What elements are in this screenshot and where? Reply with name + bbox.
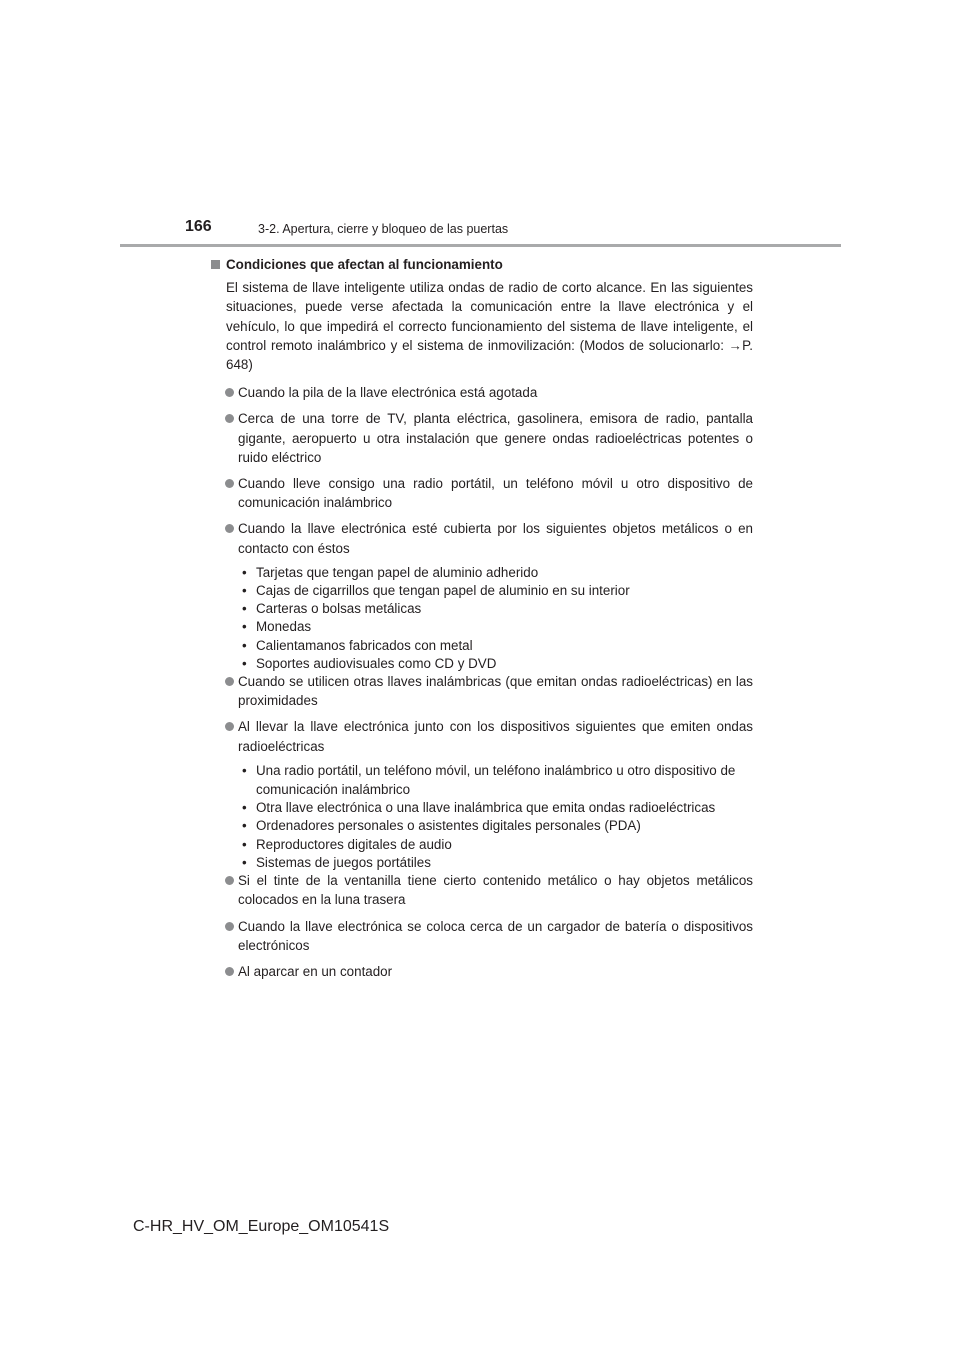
section-heading xyxy=(208,255,753,274)
bullet-item xyxy=(208,383,753,402)
sub-item: • Tarjetas que tengan papel de aluminio adherido xyxy=(242,564,539,580)
sub-item: • Cajas de cigarrillos que tengan papel de aluminio en su interior xyxy=(242,583,630,599)
bullet-item xyxy=(208,917,753,955)
bullet-text: Cerca de una torre de TV, planta eléctrica, gasolinera, emisora de radio, pantalla gigante, aeropuerto u otra instalación que genere ondas radioeléctricas potentes o ruido eléctrico xyxy=(238,411,753,465)
bullet-list xyxy=(208,383,753,981)
bullet-item xyxy=(208,962,753,981)
sub-list xyxy=(208,761,753,872)
bullet-text: Cuando la llave electrónica esté cubierta por los siguientes objetos metálicos o en contacto con éstos xyxy=(238,521,753,556)
round-bullet-icon xyxy=(225,388,234,397)
bullet-text: Cuando la pila de la llave electrónica está agotada xyxy=(238,385,538,401)
bullet-item xyxy=(208,409,753,467)
header-rule xyxy=(120,244,841,247)
sub-item: • Monedas xyxy=(242,619,312,635)
bullet-item xyxy=(208,871,753,909)
round-bullet-icon xyxy=(225,876,234,885)
round-bullet-icon xyxy=(225,414,234,423)
content-body xyxy=(208,255,753,988)
sub-item: • Carteras o bolsas metálicas xyxy=(242,601,422,617)
bullet-text: Cuando lleve consigo una radio portátil, un teléfono móvil u otro dispositivo de comunicación inalámbrico xyxy=(238,476,753,511)
bullet-text: Al llevar la llave electrónica junto con los dispositivos siguientes que emiten ondas radioeléctricas xyxy=(238,719,753,754)
bullet-item xyxy=(208,672,753,710)
round-bullet-icon xyxy=(225,922,234,931)
round-bullet-icon xyxy=(225,722,234,731)
sub-list xyxy=(208,563,753,673)
page-number: 166 xyxy=(185,218,212,235)
sub-item: • Calientamanos fabricados con metal xyxy=(242,637,473,653)
sub-item: • Sistemas de juegos portátiles xyxy=(242,854,431,870)
sub-item: • Ordenadores personales o asistentes digitales personales (PDA) xyxy=(242,818,641,834)
square-bullet-icon xyxy=(211,260,220,269)
round-bullet-icon xyxy=(225,677,234,686)
footer-doc-id: C-HR_HV_OM_Europe_OM10541S xyxy=(133,1218,390,1235)
section-heading-text: Condiciones que afectan al funcionamiento xyxy=(226,257,503,272)
bullet-text: Al aparcar en un contador xyxy=(238,963,393,979)
bullet-text: Si el tinte de la ventanilla tiene cierto contenido metálico o hay objetos metálicos colocados en la luna trasera xyxy=(238,873,753,908)
sub-item: • Otra llave electrónica o una llave inalámbrica que emita ondas radioeléctricas xyxy=(242,800,716,816)
round-bullet-icon xyxy=(225,479,234,488)
sub-item: • Soportes audiovisuales como CD y DVD xyxy=(242,655,497,671)
sub-item: • Una radio portátil, un teléfono móvil, un teléfono inalámbrico u otro dispositivo de comunicación inalámbrico xyxy=(242,762,736,798)
bullet-item xyxy=(208,717,753,755)
intro-paragraph: El sistema de llave inteligente utiliza ondas de radio de corto alcance. En las siguientes situaciones, puede verse afectada la comunicación entre la llave electrónica y el vehículo, lo que impedirá el correcto funcionamiento del sistema de llave inteligente, el control remoto inalámbrico y el sistema de inmovilización: (Modos de solucionarlo: →P. 648) xyxy=(226,280,753,373)
bullet-text: Cuando se utilicen otras llaves inalámbricas (que emitan ondas radioeléctricas) en las proximidades xyxy=(238,674,753,709)
sub-item: • Reproductores digitales de audio xyxy=(242,836,452,852)
section-title: 3-2. Apertura, cierre y bloqueo de las puertas xyxy=(258,222,509,236)
round-bullet-icon xyxy=(225,967,234,976)
round-bullet-icon xyxy=(225,524,234,533)
bullet-item xyxy=(208,519,753,557)
bullet-text: Cuando la llave electrónica se coloca cerca de un cargador de batería o dispositivos electrónicos xyxy=(238,918,753,953)
bullet-item xyxy=(208,474,753,512)
